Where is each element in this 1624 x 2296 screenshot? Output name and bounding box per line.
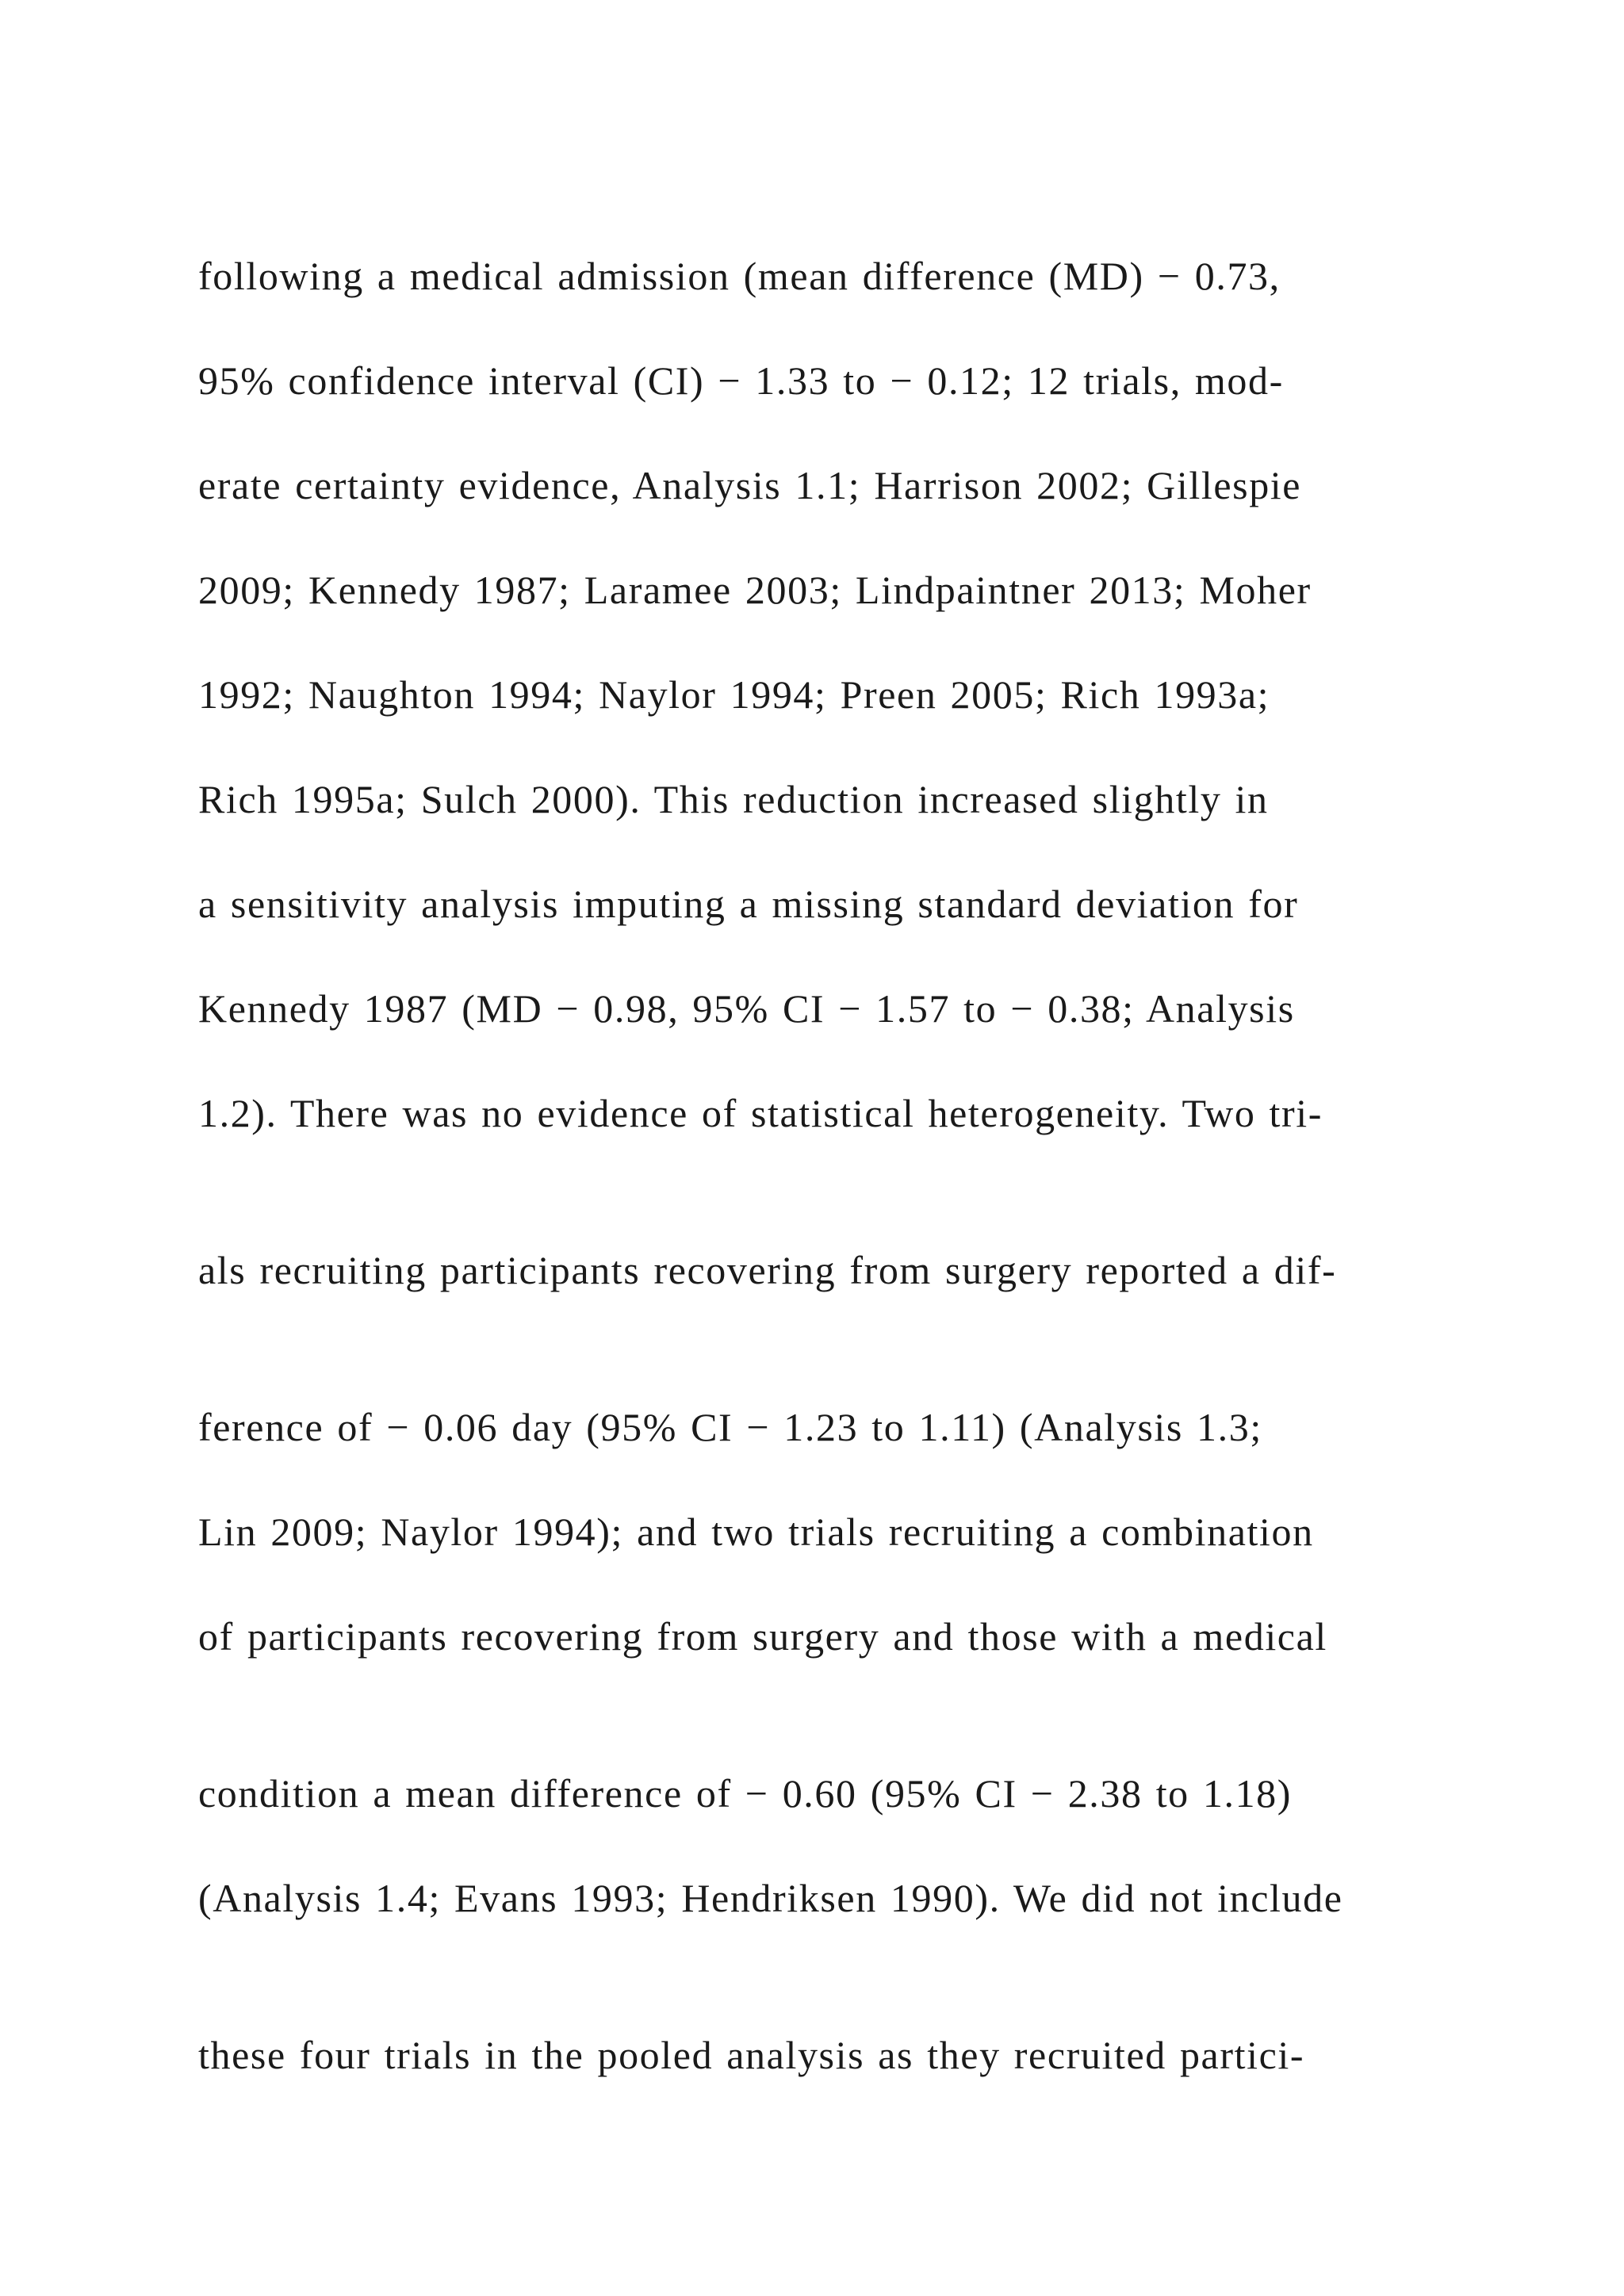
text-line-6: Rich 1995a; Sulch 2000). This reduction increased slightly in xyxy=(198,777,1269,821)
text-line-8: Kennedy 1987 (MD − 0.98, 95% CI − 1.57 to − 0.38; Analysis xyxy=(198,986,1295,1031)
text-line-3: erate certainty evidence, Analysis 1.1; Harrison 2002; Gillespie xyxy=(198,463,1302,507)
text-line-13: of participants recovering from surgery and those with a medical xyxy=(198,1614,1327,1659)
text-line-12: Lin 2009; Naylor 1994); and two trials recruiting a combination xyxy=(198,1510,1314,1554)
text-line-2: 95% confidence interval (CI) − 1.33 to − 0.12; 12 trials, mod- xyxy=(198,358,1284,403)
text-line-14: condition a mean difference of − 0.60 (95% CI − 2.38 to 1.18) xyxy=(198,1771,1293,1816)
text-line-9: 1.2). There was no evidence of statistical heterogeneity. Two tri- xyxy=(198,1091,1323,1135)
text-line-1: following a medical admission (mean difference (MD) − 0.73, xyxy=(198,254,1281,298)
text-line-4: 2009; Kennedy 1987; Laramee 2003; Lindpaintner 2013; Moher xyxy=(198,568,1312,612)
text-line-15: (Analysis 1.4; Evans 1993; Hendriksen 1990). We did not include xyxy=(198,1876,1343,1920)
text-line-16: these four trials in the pooled analysis as they recruited partici- xyxy=(198,2033,1305,2077)
text-line-10: als recruiting participants recovering from surgery reported a dif- xyxy=(198,1248,1337,1292)
text-line-11: ference of − 0.06 day (95% CI − 1.23 to 1.11) (Analysis 1.3; xyxy=(198,1405,1262,1449)
text-line-5: 1992; Naughton 1994; Naylor 1994; Preen 2005; Rich 1993a; xyxy=(198,672,1270,717)
text-line-7: a sensitivity analysis imputing a missing standard deviation for xyxy=(198,882,1299,926)
